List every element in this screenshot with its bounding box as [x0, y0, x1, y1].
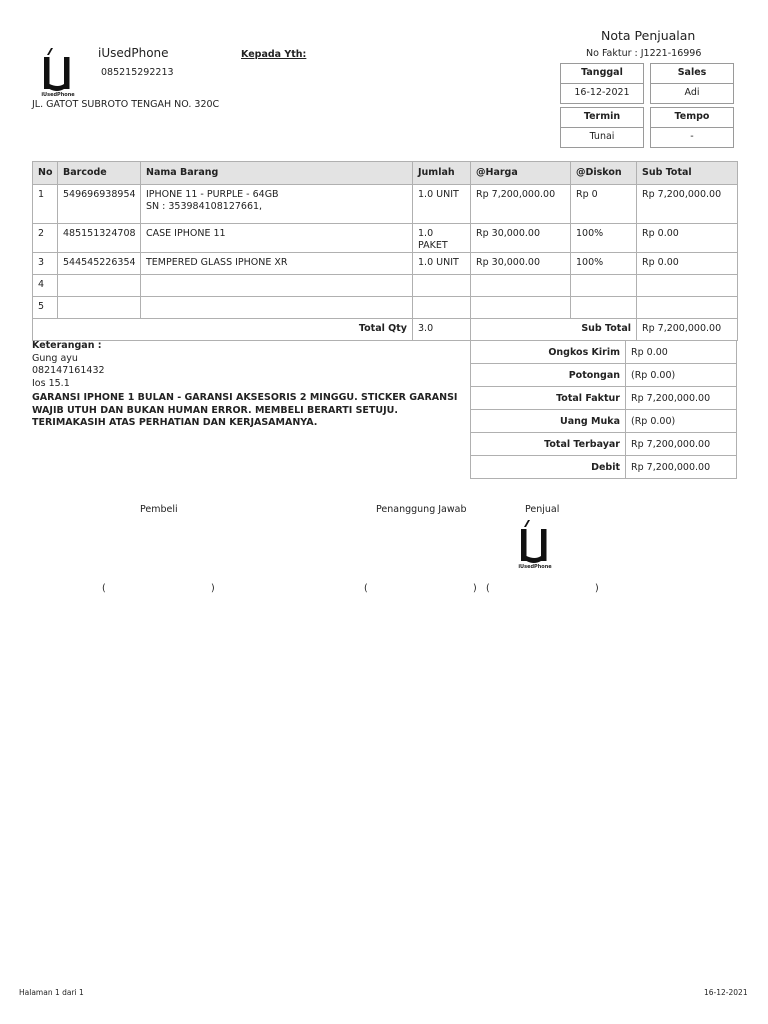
col-header-name: Nama Barang — [141, 162, 413, 185]
footer-date: 16-12-2021 — [704, 988, 748, 997]
row-price — [471, 297, 571, 319]
debit-label: Debit — [471, 456, 626, 479]
row-name: TEMPERED GLASS IPHONE XR — [141, 253, 413, 275]
col-header-subtotal: Sub Total — [637, 162, 738, 185]
termin-label: Termin — [561, 108, 643, 128]
total-terbayar-value: Rp 7,200,000.00 — [626, 433, 737, 456]
row-name-line1: IPHONE 11 - PURPLE - 64GB — [146, 189, 279, 200]
col-header-discount: @Diskon — [571, 162, 637, 185]
row-subtotal: Rp 7,200,000.00 — [637, 185, 738, 224]
notes-section — [32, 340, 462, 430]
col-header-qty: Jumlah — [413, 162, 471, 185]
row-name — [141, 275, 413, 297]
totals-row — [471, 387, 737, 410]
row-no: 1 — [33, 185, 58, 224]
col-header-barcode: Barcode — [58, 162, 141, 185]
notes-label: Keterangan : — [32, 340, 102, 351]
debit-value: Rp 7,200,000.00 — [626, 456, 737, 479]
table-header-row — [33, 162, 738, 185]
store-name: iUsedPhone — [98, 46, 169, 60]
row-qty — [413, 275, 471, 297]
row-subtotal: Rp 0.00 — [637, 253, 738, 275]
uang-muka-label: Uang Muka — [471, 410, 626, 433]
tempo-box — [650, 107, 734, 148]
row-qty: 1.0 UNIT — [413, 253, 471, 275]
tanggal-label: Tanggal — [561, 64, 643, 84]
notes-line: Gung ayu — [32, 352, 78, 364]
totals-row — [471, 433, 737, 456]
page-number: Halaman 1 dari 1 — [19, 988, 84, 997]
row-name — [141, 185, 413, 224]
store-address: JL. GATOT SUBROTO TENGAH NO. 320C — [32, 99, 220, 110]
row-discount: Rp 0 — [571, 185, 637, 224]
totals-row — [471, 364, 737, 387]
invoice-number: No Faktur : J1221-16996 — [586, 48, 702, 59]
row-no: 2 — [33, 224, 58, 253]
sales-label: Sales — [651, 64, 733, 84]
row-qty: 1.0 UNIT — [413, 185, 471, 224]
logo-mark-icon — [38, 48, 78, 92]
seller-sign-open: ( — [486, 583, 490, 594]
table-row — [33, 185, 738, 224]
row-subtotal: Rp 0.00 — [637, 224, 738, 253]
col-header-no: No — [33, 162, 58, 185]
ongkos-kirim-label: Ongkos Kirim — [471, 341, 626, 364]
store-phone: 085215292213 — [101, 67, 174, 78]
items-table — [32, 161, 738, 341]
totals-row — [471, 341, 737, 364]
table-row — [33, 297, 738, 319]
responsible-sign-close: ) — [473, 583, 477, 594]
row-subtotal — [637, 275, 738, 297]
buyer-sign-open: ( — [102, 583, 106, 594]
tempo-label: Tempo — [651, 108, 733, 128]
row-discount — [571, 275, 637, 297]
row-no: 5 — [33, 297, 58, 319]
total-qty-value: 3.0 — [413, 319, 471, 341]
table-row — [33, 253, 738, 275]
uang-muka-value: (Rp 0.00) — [626, 410, 737, 433]
responsible-sign-open: ( — [364, 583, 368, 594]
sales-box — [650, 63, 734, 104]
row-barcode: 485151324708 — [58, 224, 141, 253]
table-row — [33, 275, 738, 297]
row-discount: 100% — [571, 224, 637, 253]
notes-line: 082147161432 — [32, 365, 105, 376]
total-faktur-label: Total Faktur — [471, 387, 626, 410]
row-discount — [571, 297, 637, 319]
sales-value: Adi — [684, 87, 700, 98]
totals-table — [470, 340, 737, 479]
termin-box — [560, 107, 644, 148]
row-barcode: 544545226354 — [58, 253, 141, 275]
buyer-label: Pembeli — [140, 504, 178, 515]
warranty-terms: GARANSI IPHONE 1 BULAN - GARANSI AKSESORIS 2 MINGGU. STICKER GARANSI WAJIB UTUH DAN BUKAN HUMAN ERROR. MEMBELI BERARTI SETUJU. TERIMAKASIH ATAS PERHATIAN DAN KERJASAMANYA. — [32, 392, 458, 428]
total-faktur-value: Rp 7,200,000.00 — [626, 387, 737, 410]
logo-caption: iUsedPhone — [41, 92, 75, 98]
responsible-label: Penanggung Jawab — [376, 504, 467, 515]
recipient-label: Kepada Yth: — [241, 49, 307, 60]
sub-total-value: Rp 7,200,000.00 — [637, 319, 738, 341]
total-qty-label: Total Qty — [33, 319, 413, 341]
seller-stamp-logo — [515, 520, 555, 570]
row-qty — [413, 297, 471, 319]
potongan-label: Potongan — [471, 364, 626, 387]
row-discount: 100% — [571, 253, 637, 275]
seller-label: Penjual — [525, 504, 560, 515]
logo-caption: iUsedPhone — [518, 564, 552, 570]
col-header-price: @Harga — [471, 162, 571, 185]
row-qty: 1.0 PAKET — [413, 224, 471, 253]
termin-value: Tunai — [589, 131, 615, 142]
row-price: Rp 7,200,000.00 — [471, 185, 571, 224]
seller-sign-close: ) — [595, 583, 599, 594]
row-name-line2: SN : 353984108127661, — [146, 201, 263, 212]
tempo-value: - — [690, 131, 694, 142]
row-name — [141, 297, 413, 319]
row-barcode — [58, 275, 141, 297]
tanggal-value: 16-12-2021 — [574, 87, 630, 98]
row-barcode — [58, 297, 141, 319]
row-price: Rp 30,000.00 — [471, 224, 571, 253]
buyer-sign-close: ) — [211, 583, 215, 594]
potongan-value: (Rp 0.00) — [626, 364, 737, 387]
store-logo — [38, 48, 78, 98]
logo-mark-icon — [515, 520, 555, 564]
row-price: Rp 30,000.00 — [471, 253, 571, 275]
table-row — [33, 224, 738, 253]
sub-total-label: Sub Total — [471, 319, 637, 341]
ongkos-kirim-value: Rp 0.00 — [626, 341, 737, 364]
row-price — [471, 275, 571, 297]
totals-row — [471, 410, 737, 433]
notes-line: Ios 15.1 — [32, 377, 70, 389]
total-qty-row — [33, 319, 738, 341]
row-no: 3 — [33, 253, 58, 275]
row-barcode: 549696938954 — [58, 185, 141, 224]
totals-row — [471, 456, 737, 479]
row-subtotal — [637, 297, 738, 319]
total-terbayar-label: Total Terbayar — [471, 433, 626, 456]
tanggal-box — [560, 63, 644, 104]
row-no: 4 — [33, 275, 58, 297]
document-title: Nota Penjualan — [601, 28, 696, 43]
row-name: CASE IPHONE 11 — [141, 224, 413, 253]
